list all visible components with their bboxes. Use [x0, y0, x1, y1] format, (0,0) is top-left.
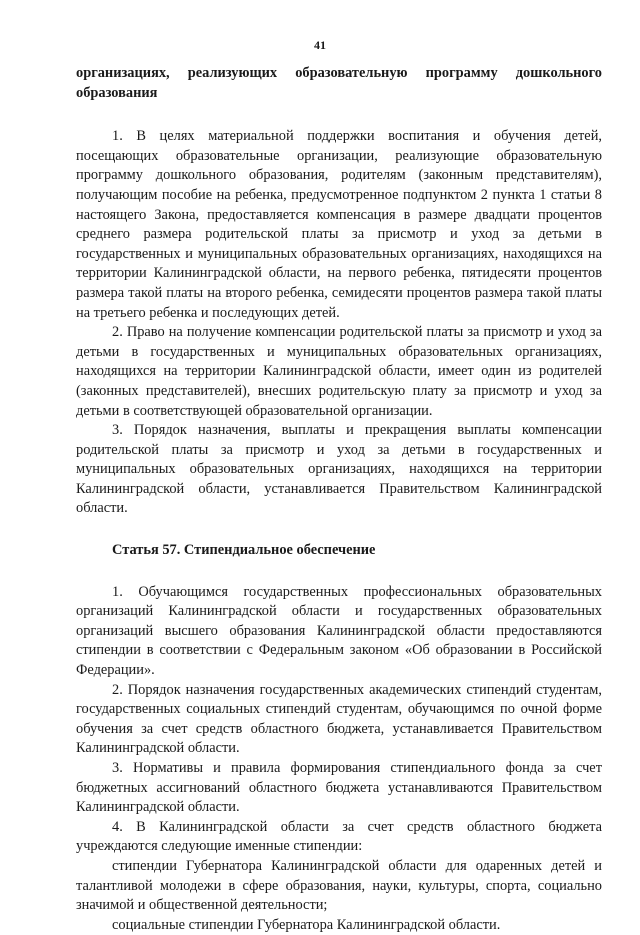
article-paragraph-6: социальные стипендии Губернатора Калининградской области. [112, 916, 501, 933]
page-number: 41 [314, 38, 326, 52]
article-title: Статья 57. Стипендиальное обеспечение [112, 542, 376, 559]
section-paragraph-1: 1. В целях материальной поддержки воспитания и обучения детей, посещающих образовательные организации, реализующие образовательную программу дошкольного образования, родителям (законным представителям), получающим пособие на ребенка, предусмотренное подпунктом 2 пункта 1 статьи 8 настоящего Закона, предоставляется компенсация в размере двадцати процентов среднего размера родительской платы за присмотр и уход за детьми в государственных и муниципальных образовательных организациях, находящихся на территории Калининградской области, на первого ребенка, пятидесяти процентов размера такой платы на второго ребенка, семидесяти процентов размера такой платы на третьего ребенка и последующих детей. [76, 128, 602, 321]
article-paragraph-5: стипендии Губернатора Калининградской области для одаренных детей и талантливой молодежи в сфере образования, науки, культуры, спорта, социально значимой и общественной деятельности; [76, 857, 602, 914]
section-paragraph-2: 2. Право на получение компенсации родительской платы за присмотр и уход за детьми в государственных и муниципальных образовательных организациях, находящихся на территории Калининградской области, имеет один из родителей (законных представителей), внесших родительскую плату за присмотр и уход за детьми в соответствующей образовательной организации. [76, 324, 602, 419]
article-paragraph-3: 3. Нормативы и правила формирования стипендиального фонда за счет бюджетных ассигнований областного бюджета устанавливаются Правительством Калининградской области. [76, 760, 602, 816]
section-paragraph-3: 3. Порядок назначения, выплаты и прекращения выплаты компенсации родительской платы за присмотр и уход за детьми в государственных и муниципальных образовательных организациях, находящихся на территории Калининградской области, устанавливается Правительством Калининградской области. [76, 422, 602, 517]
heading-continuation: организациях, реализующих образовательную программу дошкольного образования [76, 65, 602, 101]
document-body [76, 64, 602, 935]
article-paragraph-1: 1. Обучающимся государственных профессиональных образовательных организаций Калининградской области и государственных образовательных организаций высшего образования Калининградской области предоставляются стипендии в соответствии с Федеральным законом «Об образовании в Российской Федерации». [76, 583, 602, 679]
article-paragraph-4: 4. В Калининградской области за счет средств областного бюджета учреждаются следующие именные стипендии: [76, 818, 602, 855]
article-paragraph-2: 2. Порядок назначения государственных академических стипендий студентам, государственных социальных стипендий студентам, обучающимся по очной форме обучения за счет средств областного бюджета, устанавливается Правительством Калининградской области. [76, 681, 602, 757]
